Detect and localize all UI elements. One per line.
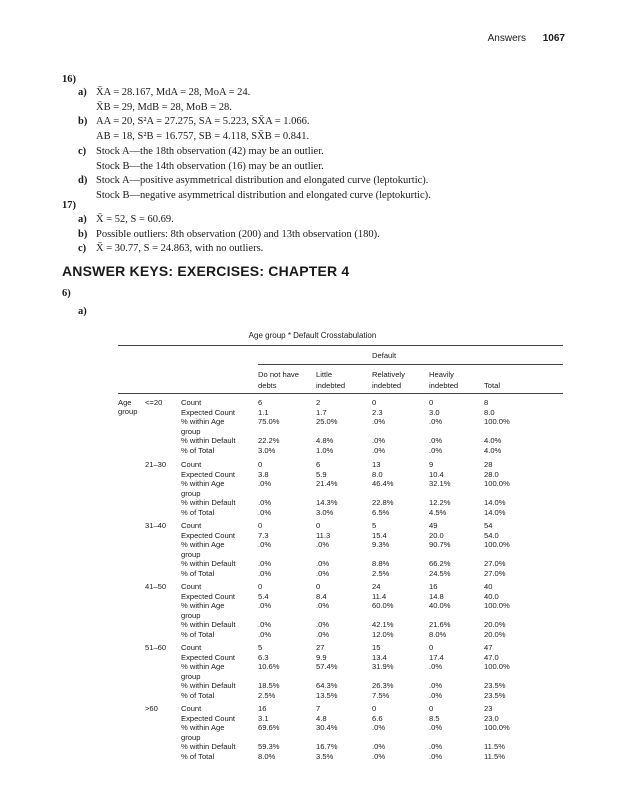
table-cell: .0% xyxy=(258,559,272,568)
column-header-line1: Relatively xyxy=(372,370,405,379)
table-cell: 14.8 xyxy=(429,591,444,601)
table-cell: 25.0% xyxy=(316,417,338,426)
table-cell: .0% xyxy=(258,601,272,610)
table-cell: 8.8% xyxy=(372,559,390,568)
table-cell: 100.0% xyxy=(484,601,510,610)
table-header-bottom-rule xyxy=(118,393,563,394)
table-cell: 5 xyxy=(372,521,377,530)
table-cell: 46.4% xyxy=(372,479,394,488)
age-group-label: <=20 xyxy=(145,398,163,407)
table-cell: 54 xyxy=(484,521,493,530)
table-cell: 4.5% xyxy=(429,507,447,517)
statistic-label-cont: group xyxy=(181,610,201,620)
table-cell: .0% xyxy=(429,742,443,751)
q6-number: 6) xyxy=(62,288,71,299)
table-top-rule xyxy=(118,345,563,346)
table-cell: 26.3% xyxy=(372,681,394,690)
q16-line xyxy=(78,161,324,172)
table-cell: 60.0% xyxy=(372,601,394,610)
page-number: 1067 xyxy=(542,33,565,44)
table-cell: .0% xyxy=(429,690,443,700)
statistic-label: Expected Count xyxy=(181,652,236,662)
table-cell: 14.0% xyxy=(484,498,506,507)
table-cell: 100.0% xyxy=(484,417,510,426)
table-cell: 6.3 xyxy=(258,652,269,662)
table-cell: 7.5% xyxy=(372,690,390,700)
table-cell: .0% xyxy=(316,629,330,639)
table-cell: 75.0% xyxy=(258,417,280,426)
table-cell: 23 xyxy=(484,704,493,713)
column-header-line1: Do not have xyxy=(258,370,299,379)
age-group-label: 21–30 xyxy=(145,460,167,469)
age-group-label: 31–40 xyxy=(145,521,167,530)
statistic-label-cont: group xyxy=(181,426,201,436)
table-cell: 2.3 xyxy=(372,407,383,417)
table-header-rule xyxy=(258,364,563,365)
table-cell: .0% xyxy=(429,436,443,445)
table-cell: 6 xyxy=(258,398,263,407)
table-cell: 4.8 xyxy=(316,713,327,723)
statistic-label: % within Age xyxy=(181,601,225,610)
answer-text: Stock B—the 14th observation (16) may be an outlier. xyxy=(96,160,324,172)
q17-line xyxy=(78,243,263,254)
answer-text: Possible outliers: 8th observation (200) and 13th observation (180). xyxy=(96,228,380,240)
row-variable-label-2: group xyxy=(118,407,138,416)
table-cell: 28 xyxy=(484,460,493,469)
answer-text: AB = 18, S²B = 16.757, SB = 4.118, SX̄B = 0.841. xyxy=(96,131,310,143)
table-cell: .0% xyxy=(429,445,443,455)
statistic-label: % within Default xyxy=(181,559,236,568)
table-cell: 10.6% xyxy=(258,662,280,671)
answer-text: X̄ = 30.77, S = 24.863, with no outliers. xyxy=(96,243,264,255)
table-cell: .0% xyxy=(258,629,272,639)
table-cell: .0% xyxy=(372,436,386,445)
table-cell: .0% xyxy=(258,540,272,549)
table-cell: 24 xyxy=(372,582,381,591)
table-cell: .0% xyxy=(258,498,272,507)
table-cell: 4.8% xyxy=(316,436,334,445)
chapter-heading: ANSWER KEYS: EXERCISES: CHAPTER 4 xyxy=(62,263,350,279)
table-cell: 11.4 xyxy=(372,591,387,601)
table-cell: 47 xyxy=(484,643,493,652)
statistic-label: % within Age xyxy=(181,417,225,426)
table-cell: 8.0 xyxy=(372,469,383,479)
statistic-label-cont: group xyxy=(181,671,201,681)
statistic-label: % within Age xyxy=(181,479,225,488)
statistic-label: Expected Count xyxy=(181,713,236,723)
table-cell: 0 xyxy=(316,521,321,530)
table-cell: 49 xyxy=(429,521,438,530)
table-cell: 18.5% xyxy=(258,681,280,690)
table-cell: 1.7 xyxy=(316,407,327,417)
q16-line xyxy=(78,190,431,201)
statistic-label-cont: group xyxy=(181,488,201,498)
table-cell: 8 xyxy=(484,398,489,407)
row-variable-label: Age xyxy=(118,398,132,407)
table-cell: 2.5% xyxy=(372,568,390,578)
answer-text: AA = 20, S²A = 27.275, SA = 5.223, SX̄A = 1.066. xyxy=(96,116,310,128)
statistic-label: Count xyxy=(181,643,202,652)
statistic-label: % within Default xyxy=(181,498,236,507)
table-cell: .0% xyxy=(429,723,443,732)
table-cell: 3.5% xyxy=(316,751,334,761)
table-cell: 14.3% xyxy=(316,498,338,507)
table-cell: 22.8% xyxy=(372,498,394,507)
table-cell: 13.4 xyxy=(372,652,387,662)
table-cell: 7.3 xyxy=(258,530,269,540)
statistic-label: % of Total xyxy=(181,568,215,578)
table-cell: 100.0% xyxy=(484,723,510,732)
answer-label: b) xyxy=(78,116,88,128)
table-cell: .0% xyxy=(429,662,443,671)
statistic-label: % within Age xyxy=(181,662,225,671)
answer-text: X̄A = 28.167, MdA = 28, MoA = 24. xyxy=(96,87,251,98)
statistic-label: Count xyxy=(181,704,202,713)
statistic-label: % of Total xyxy=(181,507,215,517)
table-cell: 42.1% xyxy=(372,620,394,629)
table-cell: 100.0% xyxy=(484,540,510,549)
statistic-label: Expected Count xyxy=(181,407,236,417)
table-cell: 21.6% xyxy=(429,620,451,629)
q16-line xyxy=(78,102,232,113)
table-cell: 1.1 xyxy=(258,407,269,417)
column-header-line2: debts xyxy=(258,381,277,390)
statistic-label: % within Age xyxy=(181,723,225,732)
table-cell: 16 xyxy=(429,582,438,591)
answer-text: X̄ = 52, S = 60.69. xyxy=(96,214,174,225)
table-cell: 8.0% xyxy=(429,629,447,639)
table-cell: 0 xyxy=(316,582,321,591)
table-cell: 8.0% xyxy=(258,751,276,761)
table-cell: 8.0 xyxy=(484,407,495,417)
table-cell: 4.0% xyxy=(484,436,502,445)
table-cell: 54.0 xyxy=(484,530,499,540)
answer-label: b) xyxy=(78,228,88,240)
table-cell: 2 xyxy=(316,398,321,407)
table-cell: 6 xyxy=(316,460,321,469)
q16-line xyxy=(78,175,428,186)
statistic-label: % within Default xyxy=(181,620,236,629)
table-cell: 5 xyxy=(258,643,263,652)
table-cell: .0% xyxy=(429,751,443,761)
statistic-label: Expected Count xyxy=(181,469,236,479)
table-cell: 3.0% xyxy=(258,445,276,455)
table-cell: 40.0% xyxy=(429,601,451,610)
table-cell: 30.4% xyxy=(316,723,338,732)
column-header-line1: Little xyxy=(316,370,333,379)
table-cell: 11.3 xyxy=(316,530,331,540)
table-cell: 24.5% xyxy=(429,568,451,578)
table-cell: 20.0% xyxy=(484,629,506,639)
column-header-line2: indebted xyxy=(316,381,346,390)
column-header-line2: indebted xyxy=(429,381,459,390)
table-cell: 9.3% xyxy=(372,540,390,549)
statistic-label: Count xyxy=(181,521,202,530)
table-cell: 0 xyxy=(429,398,434,407)
answer-text: Stock A—positive asymmetrical distribution and elongated curve (leptokurtic). xyxy=(96,175,429,187)
table-cell: 7 xyxy=(316,704,321,713)
statistic-label: % within Default xyxy=(181,436,236,445)
table-cell: .0% xyxy=(258,620,272,629)
table-cell: 2.5% xyxy=(258,690,276,700)
table-cell: 23.5% xyxy=(484,681,506,690)
q16-line xyxy=(78,131,309,142)
table-cell: .0% xyxy=(258,479,272,488)
table-cell: .0% xyxy=(316,540,330,549)
q17-line xyxy=(78,229,380,240)
table-cell: 100.0% xyxy=(484,662,510,671)
table-cell: 11.5% xyxy=(484,742,505,751)
table-cell: .0% xyxy=(372,445,386,455)
table-cell: 57.4% xyxy=(316,662,338,671)
answer-label: a) xyxy=(78,87,87,98)
table-cell: 59.3% xyxy=(258,742,280,751)
table-cell: 3.0% xyxy=(316,507,334,517)
q6-part: a) xyxy=(78,306,87,317)
column-header-line1: Heavily xyxy=(429,370,454,379)
q16-line xyxy=(78,146,324,157)
statistic-label: Expected Count xyxy=(181,530,236,540)
table-cell: 6.5% xyxy=(372,507,390,517)
table-cell: 9 xyxy=(429,460,434,469)
table-cell: 40.0 xyxy=(484,591,499,601)
table-cell: 8.4 xyxy=(316,591,327,601)
table-cell: 0 xyxy=(372,704,377,713)
answer-label: a) xyxy=(78,214,87,225)
table-cell: 3.1 xyxy=(258,713,269,723)
column-header-line2: Total xyxy=(484,381,501,390)
statistic-label: Count xyxy=(181,398,202,407)
table-cell: 12.2% xyxy=(429,498,451,507)
statistic-label: % of Total xyxy=(181,629,215,639)
q16-number: 16) xyxy=(62,74,76,85)
age-group-label: 51–60 xyxy=(145,643,167,652)
table-cell: 3.0 xyxy=(429,407,440,417)
table-cell: .0% xyxy=(316,568,330,578)
table-cell: 8.5 xyxy=(429,713,440,723)
running-header xyxy=(488,33,565,44)
table-cell: 14.0% xyxy=(484,507,506,517)
statistic-label: Count xyxy=(181,582,202,591)
table-cell: 66.2% xyxy=(429,559,451,568)
statistic-label: Count xyxy=(181,460,202,469)
answer-label: c) xyxy=(78,145,87,157)
table-cell: .0% xyxy=(316,601,330,610)
table-cell: 11.5% xyxy=(484,751,505,761)
table-cell: 20.0 xyxy=(429,530,444,540)
table-cell: 27.0% xyxy=(484,559,506,568)
table-cell: 21.4% xyxy=(316,479,338,488)
q16-line xyxy=(78,87,250,98)
table-cell: .0% xyxy=(372,417,386,426)
table-cell: 23.0 xyxy=(484,713,499,723)
statistic-label-cont: group xyxy=(181,549,201,559)
statistic-label: % of Total xyxy=(181,751,215,761)
table-cell: 0 xyxy=(429,643,434,652)
answer-label: d) xyxy=(78,175,88,187)
statistic-label: % of Total xyxy=(181,445,215,455)
table-cell: 69.6% xyxy=(258,723,280,732)
table-cell: 13.5% xyxy=(316,690,338,700)
statistic-label-cont: group xyxy=(181,732,201,742)
table-cell: 28.0 xyxy=(484,469,499,479)
table-cell: 5.4 xyxy=(258,591,269,601)
table-cell: 27 xyxy=(316,643,325,652)
table-cell: 31.9% xyxy=(372,662,394,671)
running-header-section: Answers xyxy=(487,33,526,44)
table-cell: .0% xyxy=(316,559,330,568)
table-cell: 15 xyxy=(372,643,381,652)
table-cell: 20.0% xyxy=(484,620,506,629)
table-cell: 0 xyxy=(258,460,263,469)
table-cell: 0 xyxy=(258,582,263,591)
table-cell: 47.0 xyxy=(484,652,499,662)
table-cell: 0 xyxy=(372,398,377,407)
table-cell: 13 xyxy=(372,460,381,469)
table-cell: 1.0% xyxy=(316,445,334,455)
table-group-header: Default xyxy=(372,351,397,360)
table-cell: .0% xyxy=(372,742,386,751)
statistic-label: % within Default xyxy=(181,742,236,751)
statistic-label: % within Age xyxy=(181,540,225,549)
table-cell: .0% xyxy=(429,681,443,690)
table-cell: 3.8 xyxy=(258,469,269,479)
column-header-line2: indebted xyxy=(372,381,402,390)
table-cell: 40 xyxy=(484,582,493,591)
table-cell: 27.0% xyxy=(484,568,506,578)
table-cell: 0 xyxy=(258,521,263,530)
answer-label: c) xyxy=(78,243,87,255)
table-cell: 16.7% xyxy=(316,742,338,751)
table-cell: 32.1% xyxy=(429,479,451,488)
table-cell: 5.9 xyxy=(316,469,327,479)
q16-line xyxy=(78,116,310,127)
table-cell: .0% xyxy=(316,620,330,629)
age-group-label: 41–50 xyxy=(145,582,167,591)
statistic-label: % of Total xyxy=(181,690,215,700)
table-cell: .0% xyxy=(372,751,386,761)
answer-text: Stock A—the 18th observation (42) may be an outlier. xyxy=(96,145,324,157)
table-cell: 100.0% xyxy=(484,479,510,488)
q17-number: 17) xyxy=(62,200,76,211)
table-cell: .0% xyxy=(258,568,272,578)
table-cell: 6.6 xyxy=(372,713,383,723)
table-cell: 22.2% xyxy=(258,436,280,445)
table-cell: .0% xyxy=(429,417,443,426)
answer-text: X̄B = 29, MdB = 28, MoB = 28. xyxy=(96,101,232,113)
table-cell: 64.3% xyxy=(316,681,338,690)
table-cell: 10.4 xyxy=(429,469,444,479)
table-cell: 9.9 xyxy=(316,652,327,662)
statistic-label: % within Default xyxy=(181,681,236,690)
table-title: Age group * Default Crosstabulation xyxy=(248,331,377,340)
table-cell: 4.0% xyxy=(484,445,502,455)
table-cell: .0% xyxy=(258,507,272,517)
q17-line xyxy=(78,214,174,225)
table-cell: 17.4 xyxy=(429,652,444,662)
table-cell: 15.4 xyxy=(372,530,387,540)
table-cell: 90.7% xyxy=(429,540,451,549)
table-cell: 16 xyxy=(258,704,267,713)
answer-text: Stock B—negative asymmetrical distribution and elongated curve (leptokurtic). xyxy=(96,189,431,201)
table-cell: 23.5% xyxy=(484,690,506,700)
table-cell: .0% xyxy=(372,723,386,732)
table-cell: 12.0% xyxy=(372,629,394,639)
table-cell: 0 xyxy=(429,704,434,713)
age-group-label: >60 xyxy=(145,704,158,713)
statistic-label: Expected Count xyxy=(181,591,236,601)
